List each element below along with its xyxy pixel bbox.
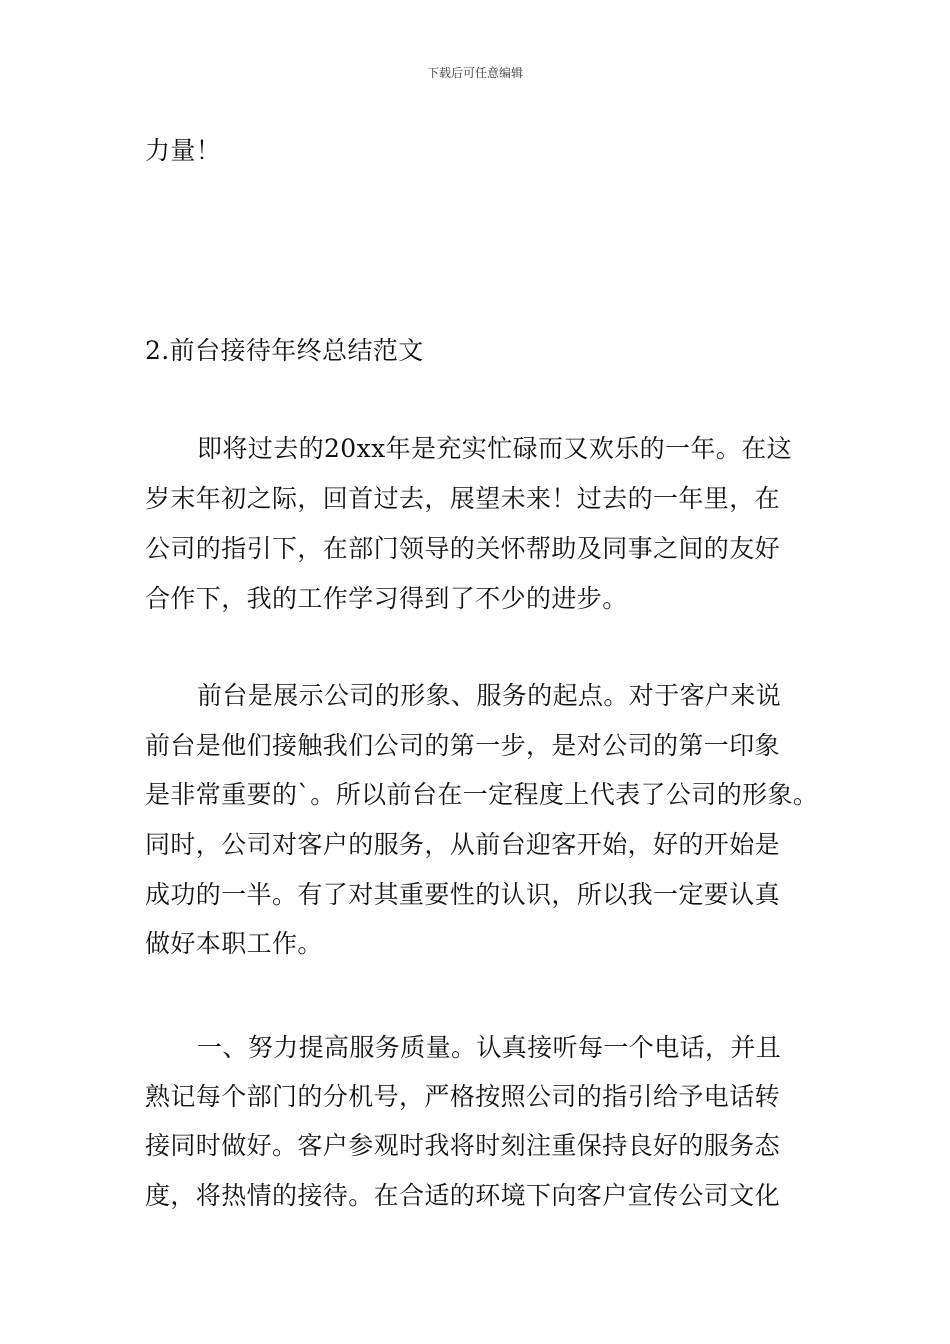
paragraph-line: 岁末年初之际，回首过去，展望未来！过去的一年里，在 bbox=[145, 484, 781, 513]
paragraph-line: 接同时做好。客户参观时我将时刻注重保持良好的服务态 bbox=[145, 1131, 781, 1160]
paragraph-line: 公司的指引下，在部门领导的关怀帮助及同事之间的友好 bbox=[145, 534, 781, 563]
paragraph-line: 即将过去的20xx年是充实忙碌而又欢乐的一年。在这 bbox=[197, 434, 793, 463]
paragraph-line: 一、努力提高服务质量。认真接听每一个电话，并且 bbox=[197, 1033, 782, 1062]
section-heading: 2.前台接待年终总结范文 bbox=[145, 336, 424, 365]
paragraph-line: 合作下，我的工作学习得到了不少的进步。 bbox=[145, 584, 628, 613]
paragraph-line: 前台是他们接触我们公司的第一步，是对公司的第一印象 bbox=[145, 731, 781, 760]
paragraph-line: 是非常重要的`。所以前台在一定程度上代表了公司的形象。 bbox=[145, 780, 819, 809]
page-header: 下载后可任意编辑 bbox=[426, 66, 523, 80]
text-line: 力量！ bbox=[145, 136, 222, 165]
paragraph-line: 成功的一半。有了对其重要性的认识，所以我一定要认真 bbox=[145, 880, 781, 909]
paragraph-line: 同时，公司对客户的服务，从前台迎客开始，好的开始是 bbox=[145, 830, 781, 859]
paragraph-line: 熟记每个部门的分机号，严格按照公司的指引给予电话转 bbox=[145, 1082, 781, 1111]
paragraph-line: 前台是展示公司的形象、服务的起点。对于客户来说 bbox=[197, 681, 782, 710]
paragraph-line: 度，将热情的接待。在合适的环境下向客户宣传公司文化 bbox=[145, 1181, 781, 1210]
paragraph-line: 做好本职工作。 bbox=[145, 929, 323, 958]
